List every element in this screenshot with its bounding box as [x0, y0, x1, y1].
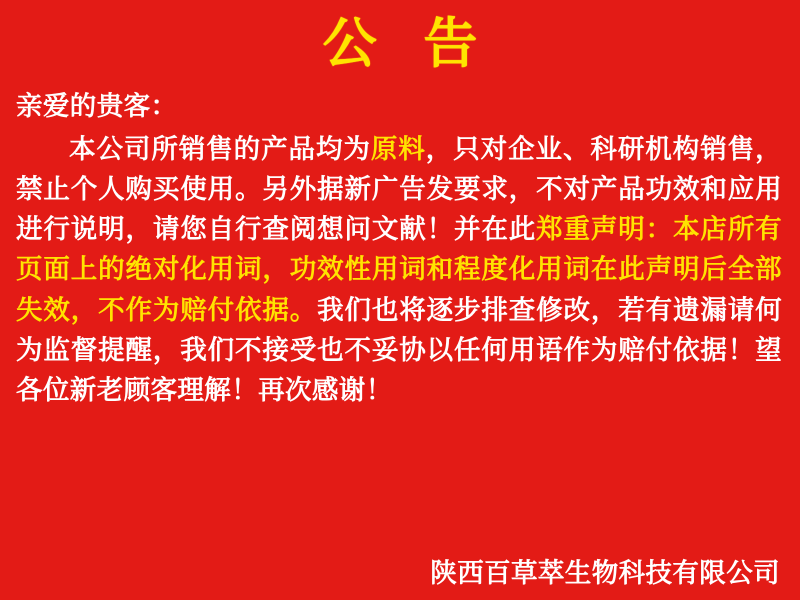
body-segment-3: ，只对企业、科研机构销售，禁止个人购买使用。另外据新广告发要求，不对产品功效和应用进行说明，请您自行查阅想问文献！并在此 [16, 133, 782, 246]
notice-paragraph [16, 130, 782, 412]
page-title: 公 告 [322, 12, 492, 75]
body-segment-2-highlight: 原料 [370, 133, 426, 165]
salutation: 亲爱的贵客： [16, 91, 178, 123]
body-segment-4-highlight: 郑重声明：本店所有页面上的绝对化用词，功效性用词和程度化用词在此声明后全部失效，不作为赔付依据。 [16, 214, 782, 326]
notice-body [0, 73, 800, 411]
company-signature: 陕西百草萃生物科技有限公司 [430, 558, 780, 589]
body-segment-5: 我们也将逐步排查修改，若有遗漏请何为监督提醒，我们不接受也不妥协以任何用语作为赔付依据！望各位新老顾客理解！再次感谢！ [16, 294, 782, 407]
body-segment-1: 本公司所销售的产品均为 [69, 133, 371, 165]
